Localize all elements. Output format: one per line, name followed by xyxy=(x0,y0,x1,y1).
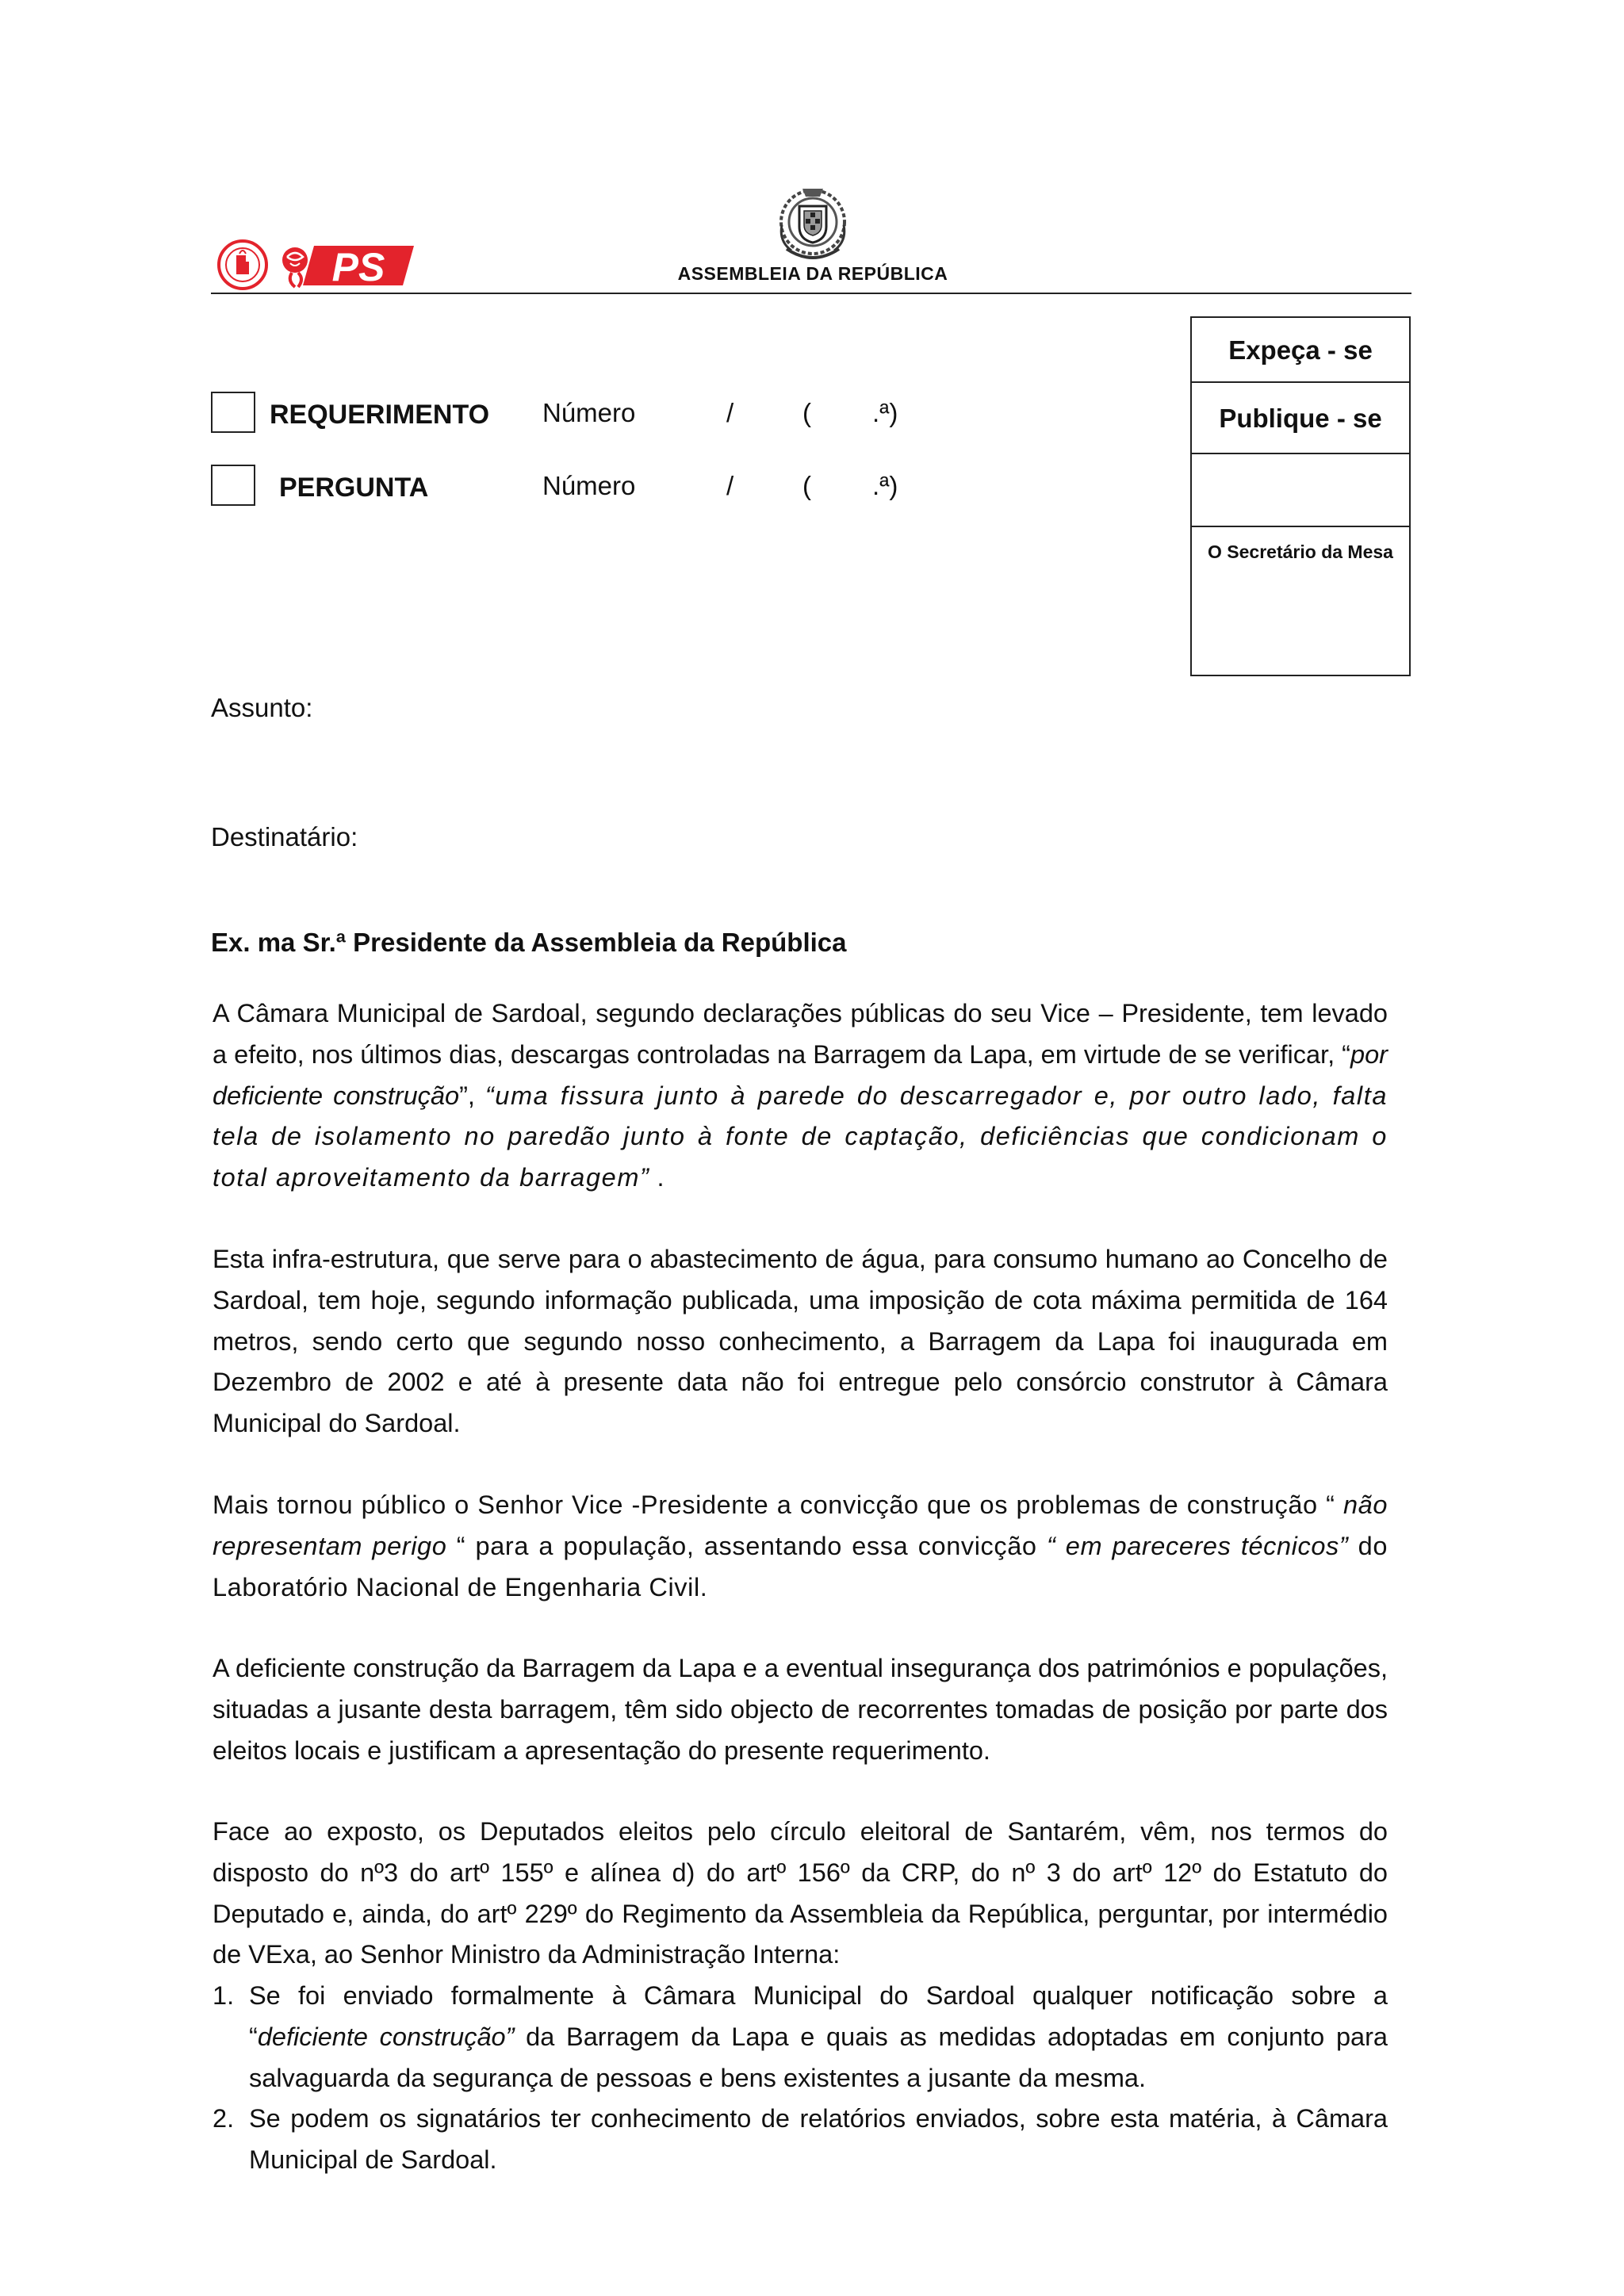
pergunta-label: PERGUNTA xyxy=(279,473,429,503)
pergunta-numero-label: Número xyxy=(542,471,636,500)
paragraph-1 xyxy=(213,993,1388,1199)
destinatario-label: Destinatário: xyxy=(211,822,358,851)
p1-text-e: . xyxy=(649,1163,665,1192)
pergunta-suffix: .ª) xyxy=(872,471,898,500)
list-text-c: da Barragem da Lapa e quais as medidas adoptadas em conjunto para salvaguarda da segurança de pessoas e bens existentes a jusante da mesma. xyxy=(249,2022,1388,2092)
list-item xyxy=(213,2099,1388,2181)
blank-stamp-cell xyxy=(1192,454,1409,527)
dispatch-stamp-box xyxy=(1190,316,1411,676)
list-text-a: Se foi enviado formalmente à Câmara Municipal do Sardoal qualquer notificação sobre a “ xyxy=(249,1981,1388,2051)
list-quote-b: deficiente construção” xyxy=(257,2022,515,2051)
p1-quote-d: “uma fissura junto à parede do descarregador e, por outro lado, falta tela de isolamento no paredão junto à fonte de captação, deficiências que condicionam o total aproveitamento da barragem” xyxy=(213,1081,1388,1192)
p3-quote-d: “ em pareceres técnicos” xyxy=(1047,1531,1349,1560)
paragraph-3 xyxy=(213,1485,1388,1608)
requerimento-checkbox[interactable] xyxy=(211,392,255,433)
institution-name: ASSEMBLEIA DA REPÚBLICA xyxy=(677,263,948,284)
rose-icon xyxy=(282,247,308,287)
paragraph-2: Esta infra-estrutura, que serve para o abastecimento de água, para consumo humano ao Concelho de Sardoal, tem hoje, segundo informação publicada, uma imposição de cota máxima permitida de 164 metros, sendo certo que segundo nosso conhecimento, a Barragem da Lapa foi inaugurada em Dezembro de 2002 e até à presente data não foi entregue pelo consórcio construtor à Câmara Municipal do Sardoal. xyxy=(213,1245,1388,1438)
requerimento-paren: ( xyxy=(802,398,811,427)
p1-text-a: A Câmara Municipal de Sardoal, segundo declarações públicas do seu Vice – Presidente, tem levado a efeito, nos últimos dias, descargas controladas na Barragem da Lapa, em virtude de se verificar, “ xyxy=(213,999,1388,1069)
pergunta-paren: ( xyxy=(802,471,811,500)
republic-coat-of-arms-icon xyxy=(771,178,855,265)
list-number: 1. xyxy=(213,1981,235,2010)
list-number: 2. xyxy=(213,2104,235,2133)
ps-logo-text: PS xyxy=(331,245,385,289)
assunto-label: Assunto: xyxy=(211,693,313,722)
paragraph-4: A deficiente construção da Barragem da Lapa e a eventual insegurança dos patrimónios e populações, situadas a jusante desta barragem, têm sido objecto de recorrentes tomadas de posição por parte dos eleitos locais e justificam a apresentação do presente requerimento. xyxy=(213,1654,1388,1765)
p3-text-a: Mais tornou público o Senhor Vice -Presidente a convicção que os problemas de construção “ xyxy=(213,1490,1343,1519)
p3-quote-b: não representam perigo xyxy=(213,1490,1388,1560)
header-divider xyxy=(211,293,1411,294)
requerimento-numero-label: Número xyxy=(542,398,636,427)
paragraph-5: Face ao exposto, os Deputados eleitos pelo círculo eleitoral de Santarém, vêm, nos termos do disposto do nº3 do artº 155º e alínea d) do artº 156º da CRP, do nº 3 do artº 12º do Estatuto do Deputado e, ainda, do artº 229º do Regimento da Assembleia da República, perguntar, por intermédio de VExa, ao Senhor Ministro da Administração Interna: xyxy=(213,1817,1388,1969)
ps-wordmark xyxy=(303,245,414,289)
p3-text-c: “ para a população, assentando essa convicção xyxy=(446,1531,1047,1560)
list-text-a: Se podem os signatários ter conhecimento de relatórios enviados, sobre esta matéria, à Câmara Municipal de Sardoal. xyxy=(249,2104,1388,2175)
p3-text-e: do Laboratório Nacional de Engenharia Civil. xyxy=(213,1531,1388,1601)
party-logo xyxy=(216,239,414,290)
secretario-label: O Secretário da Mesa xyxy=(1208,541,1393,562)
requerimento-slash: / xyxy=(726,398,734,427)
publique-label: Publique - se xyxy=(1192,383,1409,454)
requerimento-suffix: .ª) xyxy=(872,398,898,427)
requerimento-label: REQUERIMENTO xyxy=(270,400,490,430)
questions-list xyxy=(213,1976,1388,2181)
pergunta-slash: / xyxy=(726,471,734,500)
list-item xyxy=(213,1976,1388,2099)
p1-quote-b: por deficiente construção xyxy=(213,1039,1388,1110)
pergunta-checkbox[interactable] xyxy=(211,465,255,506)
salutation: Ex. ma Sr.ª Presidente da Assembleia da República xyxy=(211,928,847,957)
p1-text-c: ”, xyxy=(459,1081,485,1110)
fist-rose-seal-icon xyxy=(219,241,266,289)
expeca-label: Expeça - se xyxy=(1192,318,1409,383)
